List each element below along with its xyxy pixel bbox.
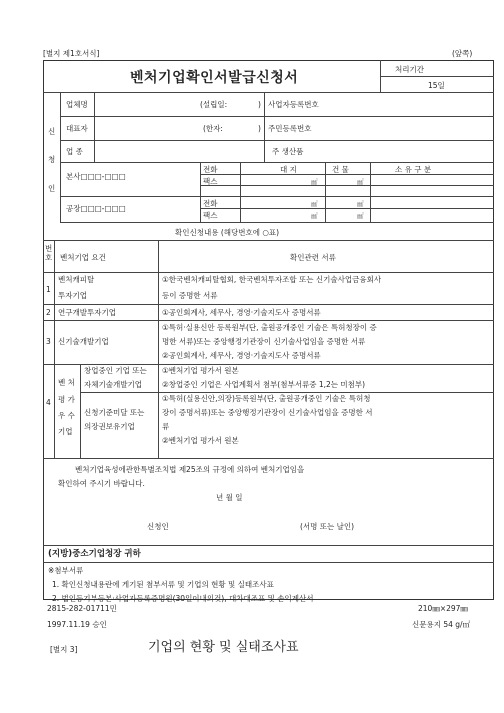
representative-label: 대표자 [66,124,88,133]
row4-sub2-doc-1: ①특허(실용신안,의장)등록원부(단, 출원공개중인 기술은 특허청 [162,394,371,403]
building-label: 건 물 [332,165,349,174]
request-date: 년 월 일 [216,493,243,502]
col-docs-header: 확인관련 서류 [290,253,336,262]
row4-sub2-l2: 의장권보유기업 [84,422,135,431]
request-sign: (서명 또는 날인) [300,522,355,531]
row1-doc-2: 등이 증명한 서류 [162,291,218,300]
processing-value: 15일 [428,81,445,90]
founded-close: ) [258,100,261,109]
row4-sub1-l2: 자체기술개발기업 [84,380,142,389]
company-name-label: 업체명 [66,100,88,109]
unit-1: ㎡ [311,178,318,186]
industry-label: 업 종 [66,147,83,156]
recipient: (지방)중소기업청장 귀하 [48,549,141,559]
paper-type: 신문용지 54 g/㎡ [412,620,471,629]
col-type-header: 벤처기업 요건 [60,253,106,262]
row2-type: 연구개발투자기업 [58,308,116,317]
row3-no: 3 [46,337,51,346]
row4-label-2: 평 가 [58,395,75,404]
request-text-1: 벤처기업육성에관한특별조치법 제25조의 규정에 의하여 벤처기업임을 [75,465,305,474]
approval-date: 1997.11.19 승인 [47,620,107,629]
founded-label: (설립일: [200,100,228,109]
processing-label: 처리기간 [395,65,424,74]
row4-label-4: 기업 [58,427,73,436]
row4-no: 4 [46,398,51,407]
confirm-content-title: 확인신청내용 (해당번호에 ○표) [175,228,280,237]
row4-sub2-doc-4: ②벤처기업 평가서 원본 [162,436,239,445]
row2-no: 2 [46,308,51,317]
col-no-header: 번호 [45,244,53,262]
page-side: (앞쪽) [452,49,473,58]
row1-type-l2: 투자기업 [58,291,87,300]
applicant-label-3: 인 [48,184,56,193]
unit-3: ㎡ [311,200,318,208]
hanja-close: ) [258,124,261,133]
row3-doc-2: 명한 서류)또는 중앙행정기관장이 신기술사업임을 증명한 서류 [162,337,366,346]
attachments-title: ※첨부서류 [48,566,84,575]
row1-no: 1 [46,285,51,294]
applicant-label-1: 신 [48,127,56,136]
request-applicant: 신청인 [147,522,169,531]
form-code: 2815-282-01711민 [47,604,117,613]
factory-address: 공장□□□-□□□ [66,204,126,213]
row3-doc-3: ②공인회계사, 세무사, 경영·기술지도사 증명서류 [162,351,321,360]
row4-label-1: 벤 처 [58,378,75,387]
resident-no-label: 주민등록번호 [268,124,312,133]
row2-doc-1: ①공인회계사, 세무사, 경영·기술지도사 증명서류 [162,308,321,317]
annex-title: 기업의 현황 및 실태조사표 [148,640,299,655]
applicant-label-2: 청 [48,155,56,164]
row4-label-3: 우 수 [58,411,75,420]
paper-size: 210㎜×297㎜ [418,604,468,613]
row1-type-l1: 벤처캐피탈 [58,275,95,284]
row4-sub2-doc-3: 류 [162,422,170,431]
row4-sub1-doc-2: ②창업중인 기업은 사업계획서 첨부(첨부서류중 1,2는 미첨부) [162,380,366,389]
row4-sub1-doc-1: ①벤처기업 평가서 원본 [162,366,239,375]
row3-doc-1: ①특허·실용신안 등록원부(단, 출원공개중인 기술은 특허청장이 증 [162,323,377,332]
attachment-item-1: 1. 확인신청내용란에 게기된 첨부서류 및 기업의 현황 및 실태조사표 [52,580,274,589]
attachment-item-2: 2. 법인등기부등본·사업자등록증명원(30일이내의것), 대차대조표 및 손익계산서 [52,594,314,603]
row4-sub1-l1: 창업중인 기업 또는 [84,366,147,375]
row3-type: 신기술개발기업 [58,337,109,346]
hq-fax-label: 팩스 [203,177,218,186]
land-label: 대 지 [280,165,297,174]
request-text-2: 확인하여 주시기 바랍니다. [58,479,145,488]
row4-sub2-doc-2: 장이 증명서류)또는 중앙행정기관장이 신기술사업임을 증명한 서 [162,408,373,417]
hq-phone-label: 전화 [203,165,218,174]
row1-doc-1: ①한국벤처캐피탈협회, 한국벤처투자조합 또는 신기술사업금융회사 [162,275,382,284]
hanja-label: (한자: [203,124,223,133]
unit-6: ㎡ [357,212,364,220]
hq-address: 본사□□□-□□□ [66,172,126,181]
unit-2: ㎡ [357,178,364,186]
business-reg-label: 사업자등록번호 [268,100,319,109]
form-title: 벤처기업확인서발급신청서 [130,70,299,86]
annex-label: [별지 3] [50,645,78,654]
unit-5: ㎡ [311,212,318,220]
unit-4: ㎡ [357,200,364,208]
factory-phone-label: 전화 [203,199,218,208]
factory-fax-label: 팩스 [203,211,218,220]
main-product-label: 주 생산품 [272,147,304,156]
row4-sub2-l1: 신청기준미달 또는 [84,408,145,417]
ownership-label: 소 유 구 분 [395,165,432,174]
form-number: [별지 제1호서식] [43,49,100,58]
